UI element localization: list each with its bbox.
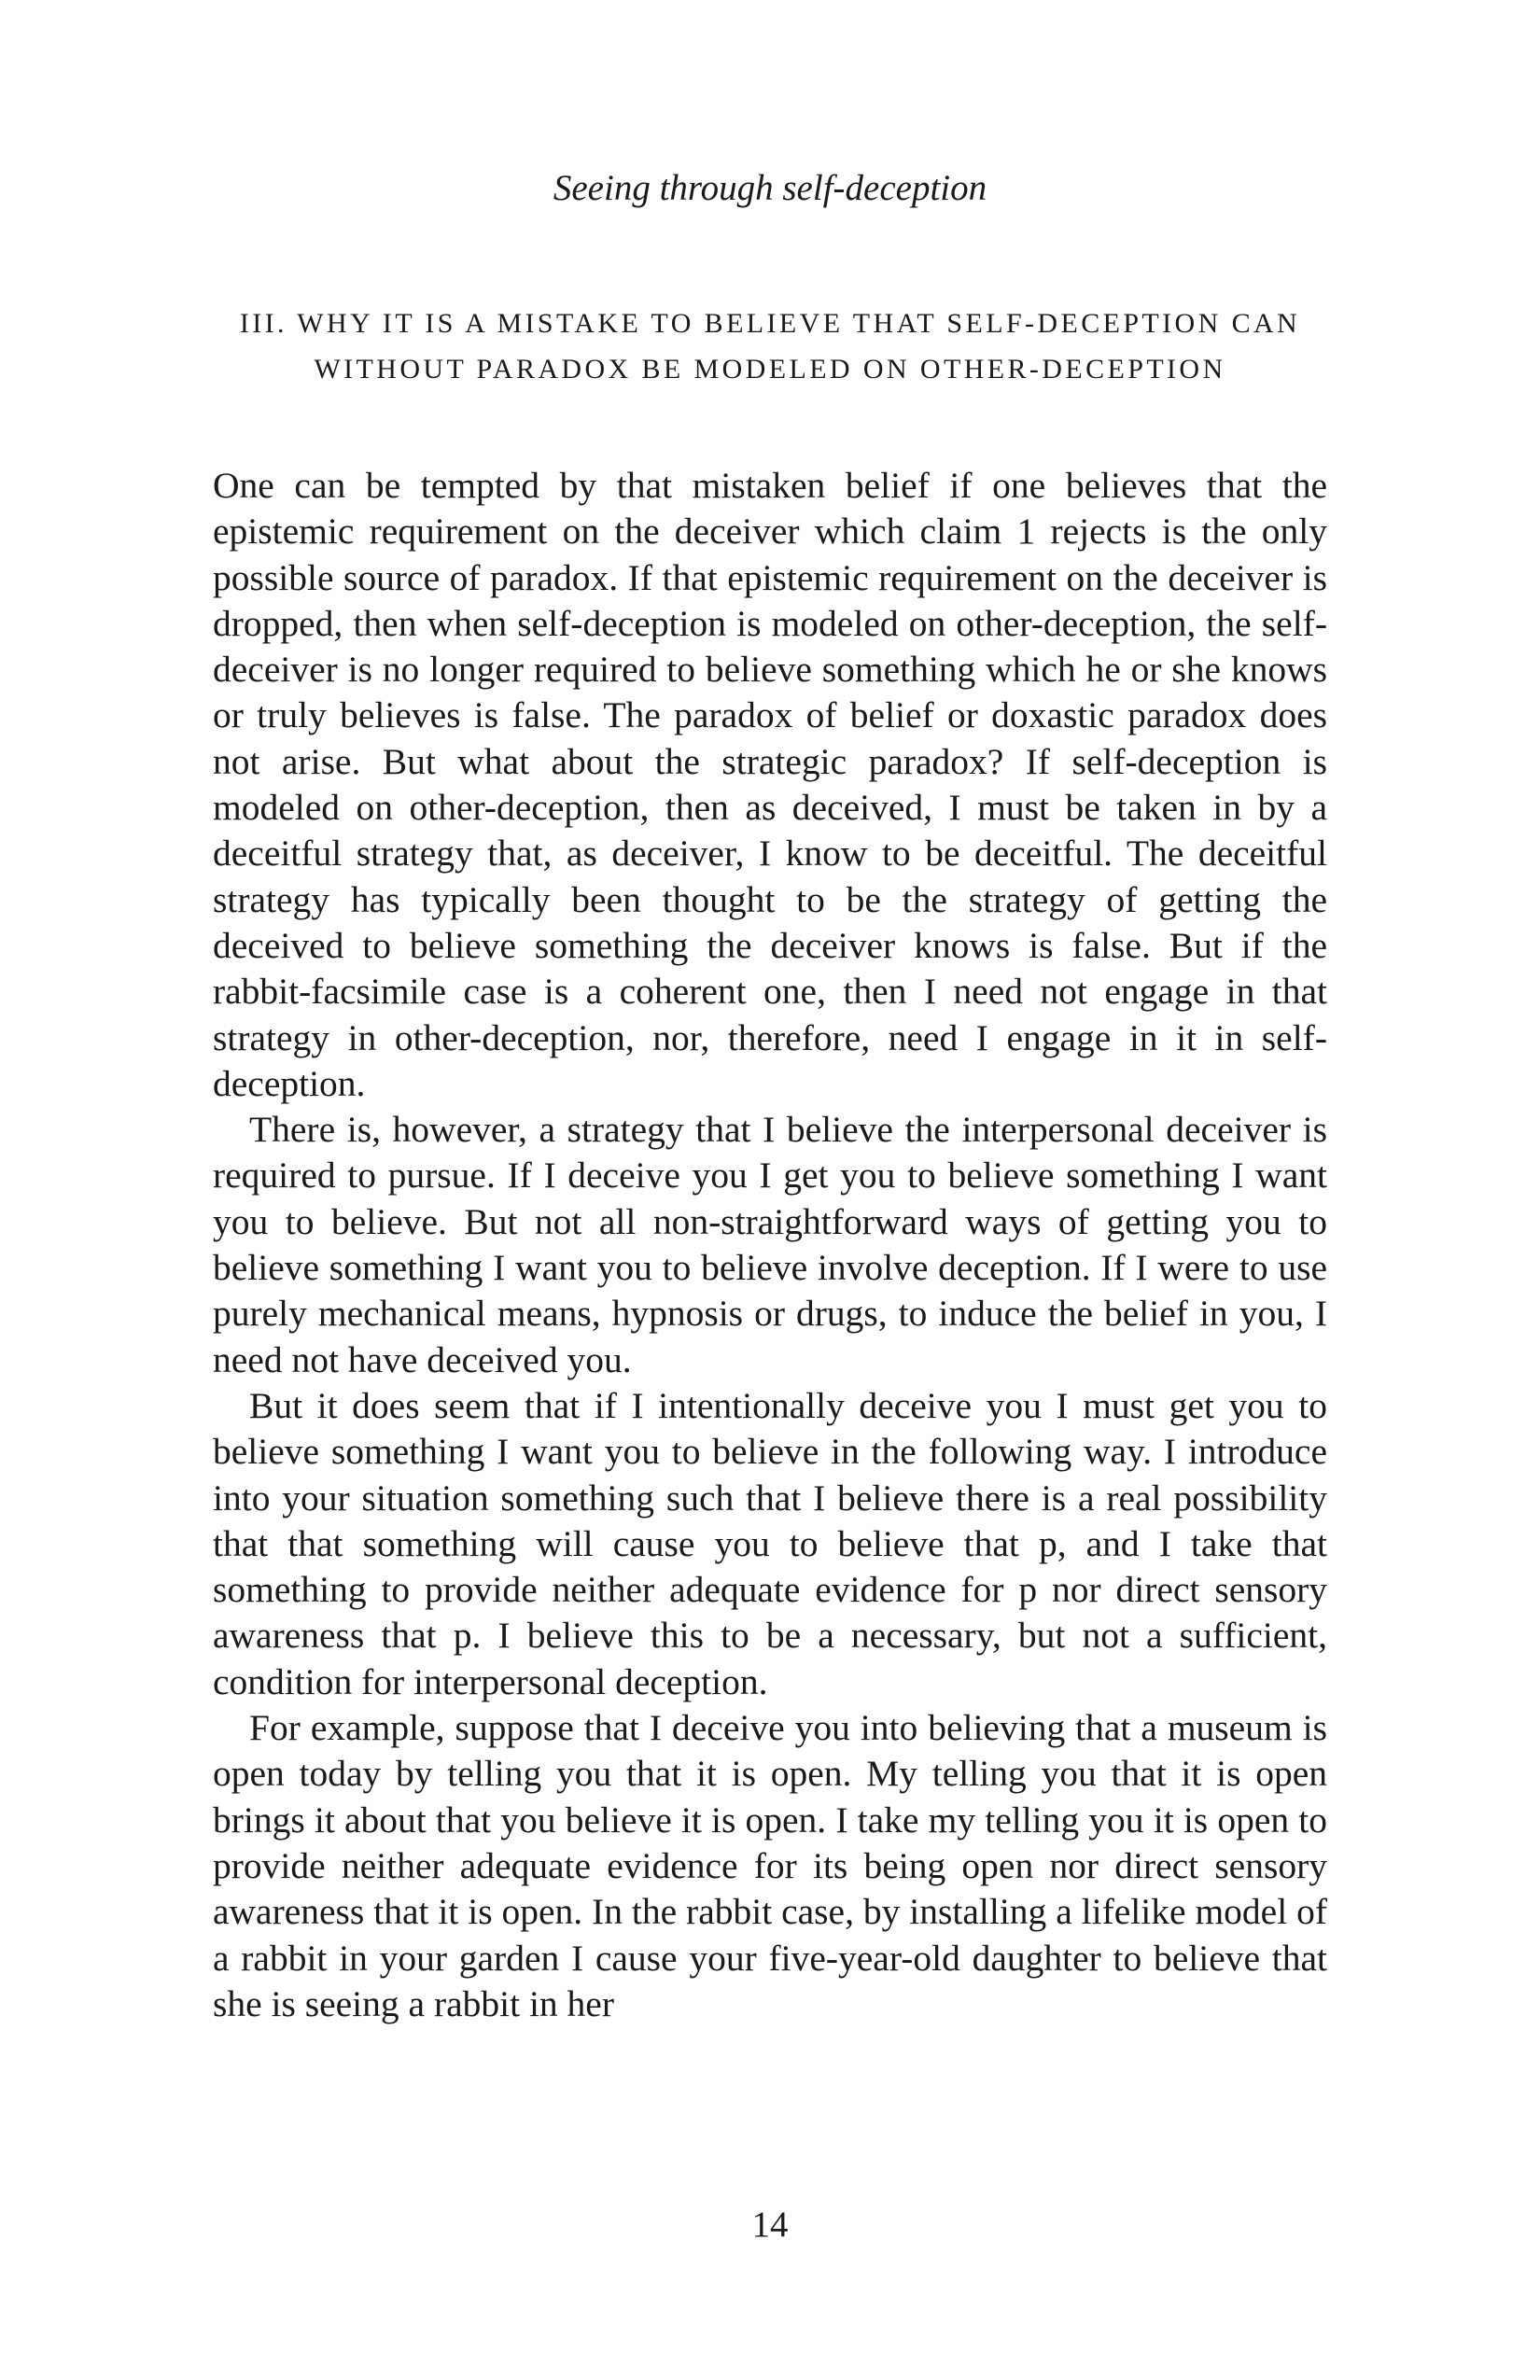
- body-text: [213, 463, 1327, 2027]
- section-heading: III. WHY IT IS A MISTAKE TO BELIEVE THAT SELF-DECEPTION CAN WITHOUT PARADOX BE MODELED ON OTHER-DECEPTION: [239, 308, 1301, 385]
- paragraph: But it does seem that if I intentionally deceive you I must get you to believe something I want you to believe in the following way. I introduce into your situation something such that I believe there is a real possibility that that something will cause you to believe that p, and I take that something to provide neither adequate evidence for p nor direct sensory awareness that p. I believe this to be a necessary, but not a sufficient, condition for interpersonal deception.: [213, 1384, 1327, 1702]
- paragraph: One can be tempted by that mistaken belief if one believes that the epistemic requirement on the deceiver which claim 1 rejects is the only possible source of paradox. If that epistemic requirement on the deceiver is dropped, then when self-deception is modeled on other-deception, the self-deceiver is no longer required to believe something which he or she knows or truly believes is false. The paradox of belief or doxastic paradox does not arise. But what about the strategic paradox? If self-deception is modeled on other-deception, then as deceived, I must be taken in by a deceitful strategy that, as deceiver, I know to be deceitful. The deceitful strategy has typically been thought to be the strategy of getting the deceived to believe something the deceiver knows is false. But if the rabbit-facsimile case is a coherent one, then I need not engage in that strategy in other-deception, nor, therefore, need I engage in it in self-deception.: [213, 465, 1327, 1104]
- page-number: 14: [751, 2205, 789, 2245]
- paragraph: There is, however, a strategy that I believe the interpersonal deceiver is required to pursue. If I deceive you I get you to believe something I want you to believe. But not all non-straightforward ways of getting you to believe something I want you to believe involve deception. If I were to use purely mechanical means, hypnosis or drugs, to induce the belief in you, I need not have deceived you.: [213, 1109, 1327, 1380]
- running-head: Seeing through self-deception: [553, 168, 987, 208]
- paragraph: For example, suppose that I deceive you into believing that a museum is open today by telling you that it is open. My telling you that it is open brings it about that you believe it is open. I take my telling you it is open to provide neither adequate evidence for its being open nor direct sensory awareness that it is open. In the rabbit case, by installing a lifelike model of a rabbit in your garden I cause your five-year-old daughter to believe that she is seeing a rabbit in her: [213, 1707, 1327, 2024]
